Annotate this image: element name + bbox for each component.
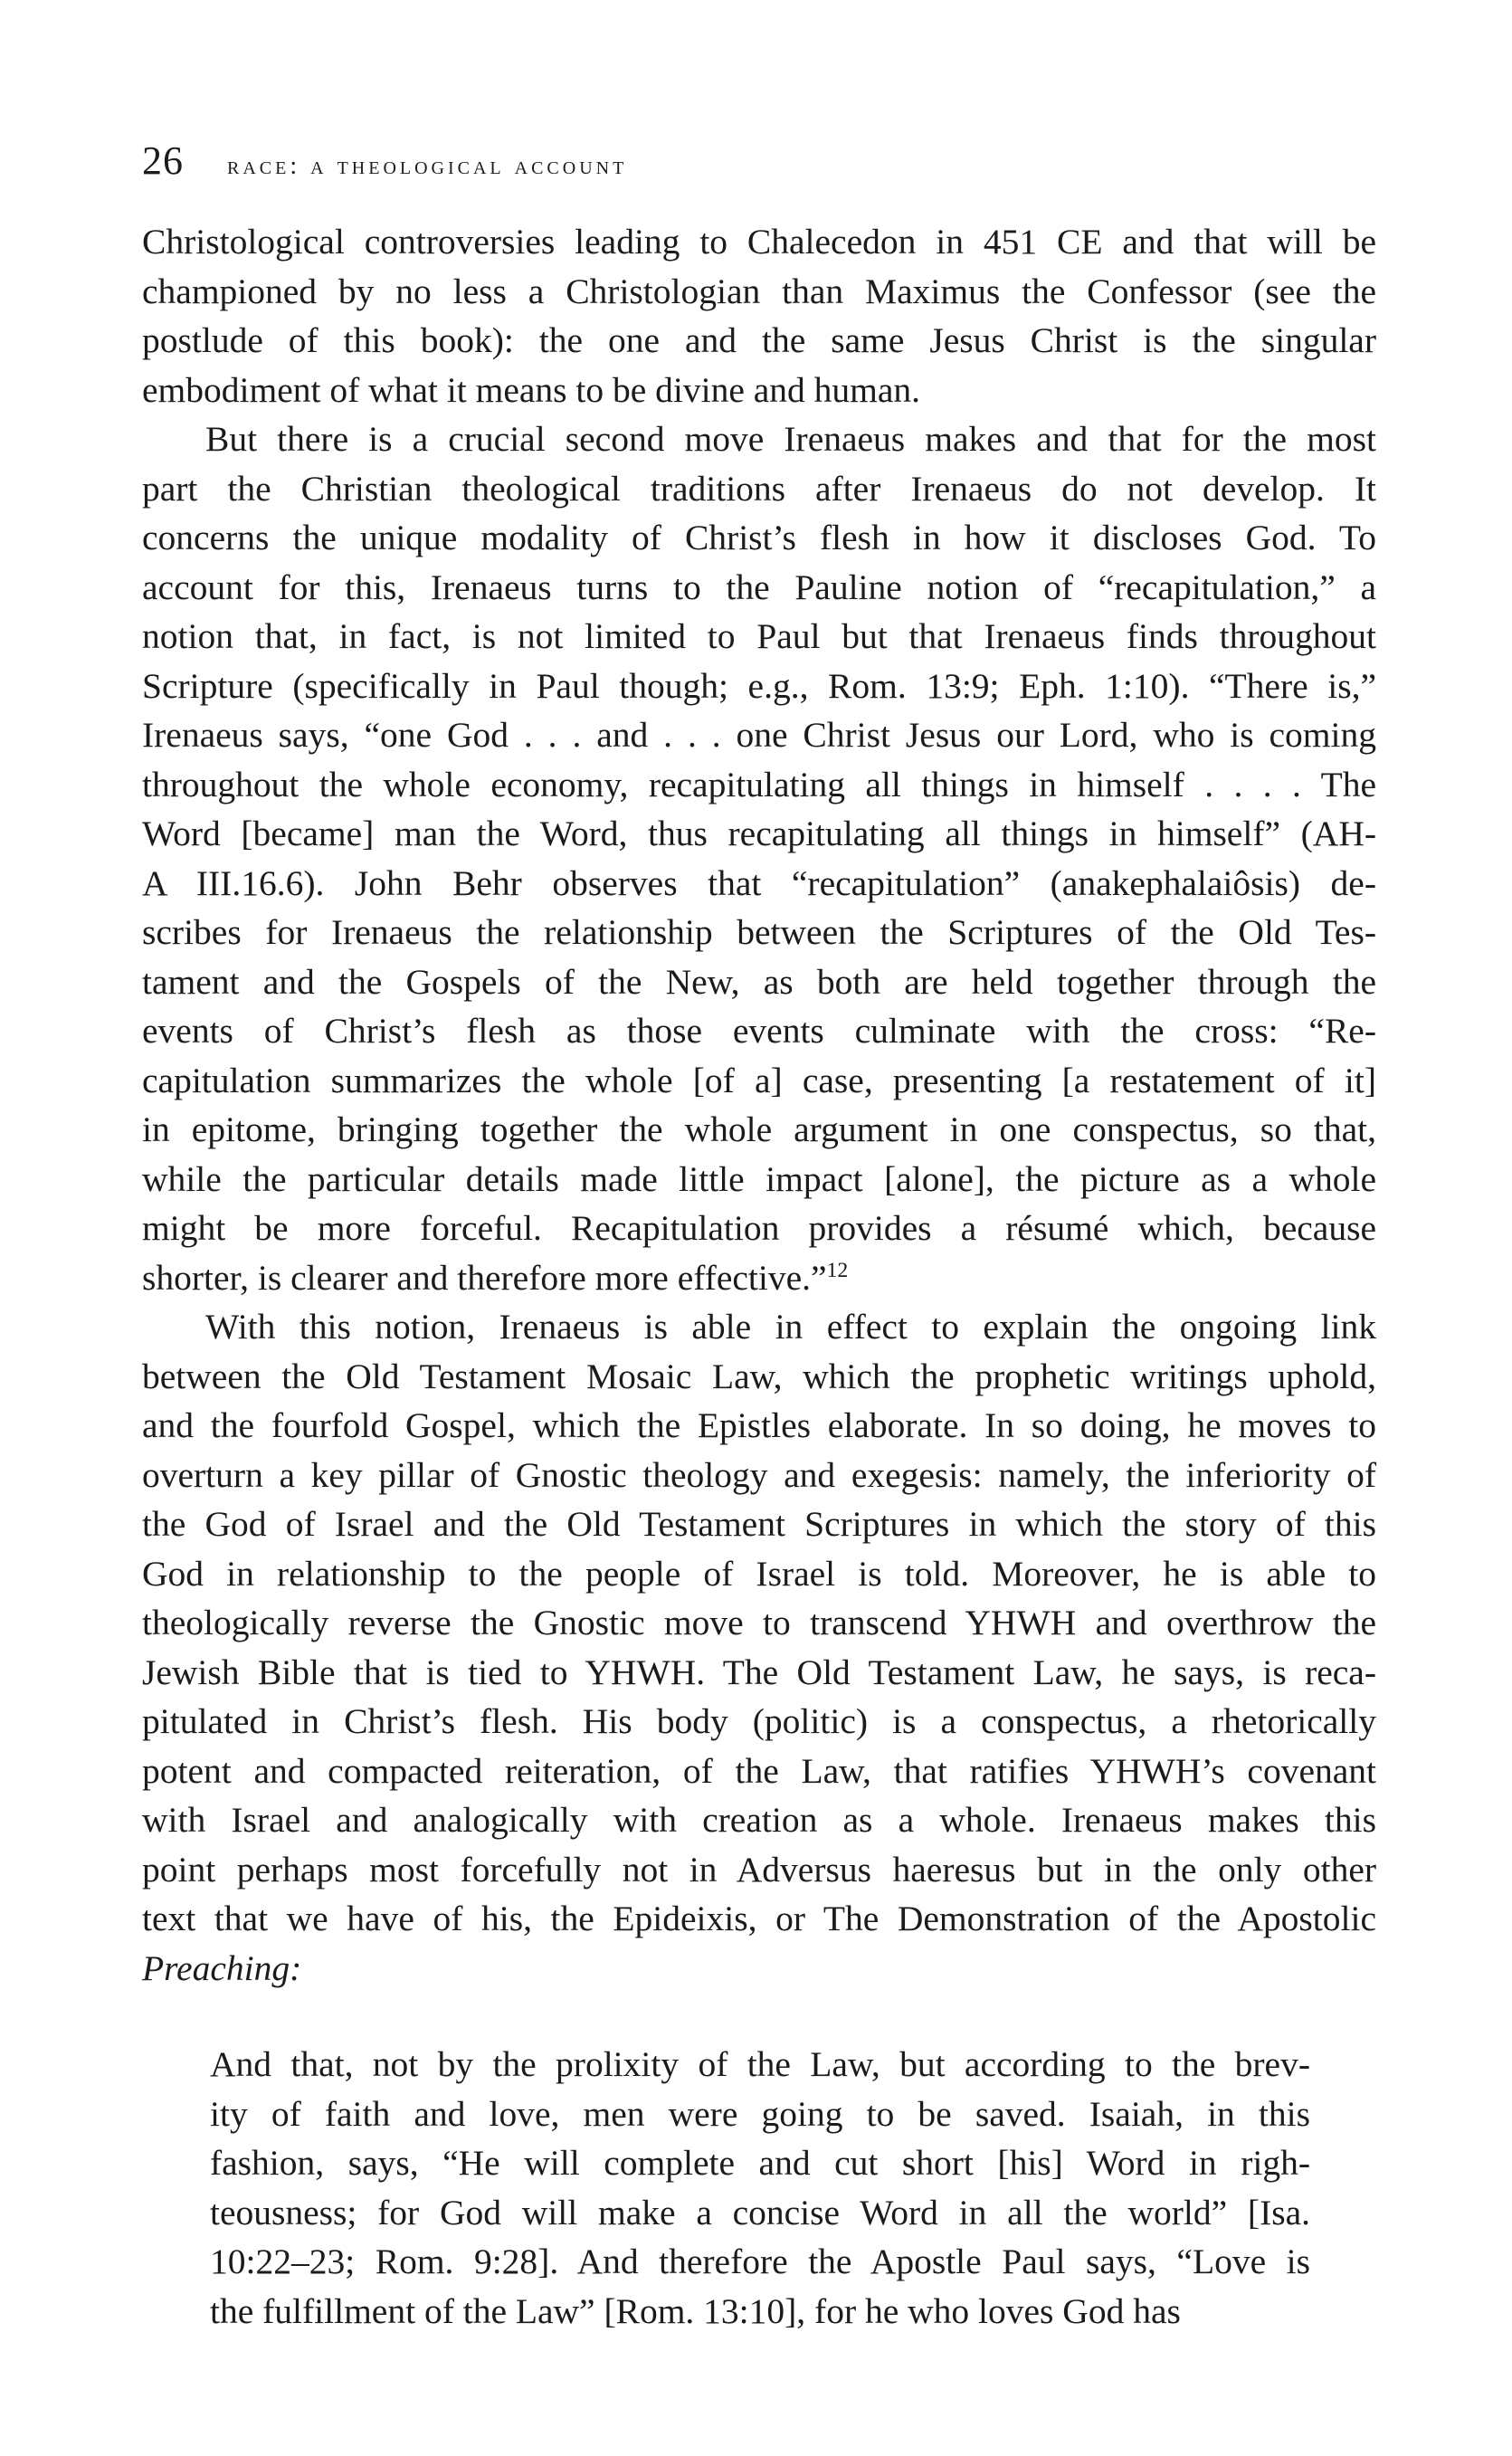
- text-line: throughout the whole economy, recapitulating all things in himself . . . . The: [142, 764, 1376, 804]
- text-line: A III.16.6). John Behr observes that “recapitulation” (anakephalaiôsis) de-: [142, 862, 1376, 903]
- text-line: while the particular details made little impact [alone], the picture as a whole: [142, 1158, 1376, 1199]
- running-header: [142, 138, 627, 184]
- text-line: and the fourfold Gospel, which the Epistles elaborate. In so doing, he moves to: [142, 1405, 1376, 1445]
- page-number: 26: [142, 138, 184, 183]
- text-line: might be more forceful. Recapitulation provides a résumé which, because: [142, 1208, 1376, 1248]
- text-line: postlude of this book): the one and the same Jesus Christ is the singular: [142, 320, 1376, 360]
- text-line: part the Christian theological traditions after Irenaeus do not develop. It: [142, 468, 1376, 509]
- body-text: [142, 217, 1376, 1993]
- text-line: account for this, Irenaeus turns to the Pauline notion of “recapitulation,” a: [142, 566, 1376, 607]
- running-title: race: a theological account: [227, 152, 628, 180]
- text-line: concerns the unique modality of Christ’s flesh in how it discloses God. To: [142, 518, 1376, 557]
- text-line: Word [became] man the Word, thus recapitulating all things in himself” (AH-: [142, 814, 1376, 853]
- text-line: Christological controversies leading to Chalecedon in 451 CE and that will be: [142, 222, 1376, 262]
- text-line: But there is a crucial second move Irenaeus makes and that for the most: [205, 419, 1376, 459]
- block-quotation: [210, 2040, 1310, 2336]
- text-line: God in relationship to the people of Israel is told. Moreover, he is able to: [142, 1553, 1376, 1594]
- footnote-reference[interactable]: 12: [826, 1258, 849, 1282]
- text-line: overturn a key pillar of Gnostic theology and exegesis: namely, the inferiority of: [142, 1454, 1376, 1495]
- text-line: theologically reverse the Gnostic move to transcend YHWH and overthrow the: [142, 1603, 1376, 1642]
- text-line: Preaching:: [142, 1947, 302, 1988]
- text-line: potent and compacted reiteration, of the Law, that ratifies YHWH’s covenant: [142, 1750, 1376, 1791]
- text-line: With this notion, Irenaeus is able in effect to explain the ongoing link: [205, 1307, 1376, 1347]
- text-line: Scripture (specifically in Paul though; e.g., Rom. 13:9; Eph. 1:10). “There is,”: [142, 665, 1376, 706]
- text-line: tament and the Gospels of the New, as both are held together through the: [142, 961, 1376, 1002]
- quote-line: teousness; for God will make a concise Word in all the world” [Isa.: [210, 2192, 1310, 2232]
- quote-line: And that, not by the prolixity of the Law, but according to the brev-: [210, 2044, 1310, 2084]
- text-line: text that we have of his, the Epideixis, or The Demonstration of the Apostolic: [142, 1899, 1376, 1938]
- text-line: point perhaps most forcefully not in Adversus haeresus but in the only other: [142, 1849, 1376, 1890]
- text-line: embodiment of what it means to be divine and human.: [142, 369, 921, 410]
- text-line: shorter, is clearer and therefore more effective.”: [142, 1257, 827, 1298]
- text-line: championed by no less a Christologian than Maximus the Confessor (see the: [142, 271, 1376, 311]
- text-line: capitulation summarizes the whole [of a] case, presenting [a restatement of it]: [142, 1060, 1376, 1100]
- text-line-with-footnote: [142, 1253, 1376, 1303]
- text-line: in epitome, bringing together the whole argument in one conspectus, so that,: [142, 1109, 1376, 1149]
- text-line: between the Old Testament Mosaic Law, which the prophetic writings uphold,: [142, 1356, 1376, 1396]
- text-line: notion that, in fact, is not limited to Paul but that Irenaeus finds throughout: [142, 616, 1376, 656]
- text-line: Jewish Bible that is tied to YHWH. The Old Testament Law, he says, is reca-: [142, 1652, 1376, 1692]
- text-line: events of Christ’s flesh as those events culminate with the cross: “Re-: [142, 1011, 1376, 1051]
- text-line: Irenaeus says, “one God . . . and . . . one Christ Jesus our Lord, who is coming: [142, 715, 1376, 755]
- quote-line: the fulfillment of the Law” [Rom. 13:10], for he who loves God has: [210, 2290, 1181, 2331]
- text-line: scribes for Irenaeus the relationship between the Scriptures of the Old Tes-: [142, 912, 1376, 952]
- quote-line: ity of faith and love, men were going to be saved. Isaiah, in this: [210, 2093, 1310, 2134]
- paragraph-1: [142, 217, 1376, 414]
- text-line: pitulated in Christ’s flesh. His body (politic) is a conspectus, a rhetorically: [142, 1701, 1376, 1741]
- text-line: the God of Israel and the Old Testament Scriptures in which the story of this: [142, 1504, 1376, 1544]
- paragraph-2: [142, 414, 1376, 1302]
- text-line: with Israel and analogically with creation as a whole. Irenaeus makes this: [142, 1800, 1376, 1840]
- quote-line: 10:22–23; Rom. 9:28]. And therefore the Apostle Paul says, “Love is: [210, 2242, 1310, 2281]
- quote-line: fashion, says, “He will complete and cut short [his] Word in righ-: [210, 2143, 1310, 2183]
- paragraph-3: [142, 1302, 1376, 1993]
